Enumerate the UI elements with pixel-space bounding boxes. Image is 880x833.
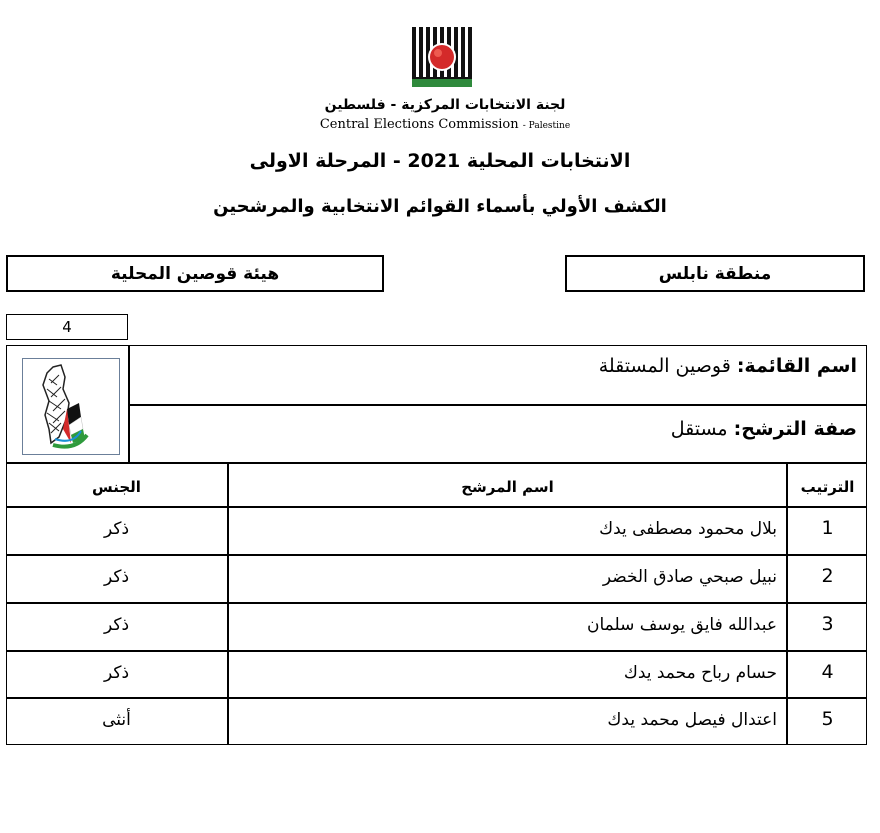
table-row-name: نبيل صبحي صادق الخضر: [602, 567, 777, 587]
table-row-gender: ذكر: [103, 519, 130, 539]
list-number-box: 4: [6, 314, 128, 340]
column-divider: [786, 462, 788, 745]
council-box: هيئة قوصين المحلية: [6, 255, 384, 292]
column-header-order: الترتيب: [800, 478, 855, 496]
table-row-name: عبدالله فايق يوسف سلمان: [587, 615, 777, 635]
page-subtitle: الكشف الأولي بأسماء القوائم الانتخابية والمرشحين: [213, 196, 667, 217]
table-row-gender: ذكر: [103, 567, 130, 587]
table-row-order: 2: [821, 565, 834, 587]
column-header-name: اسم المرشح: [461, 478, 554, 496]
table-row-gender: ذكر: [103, 663, 130, 683]
table-row-order: 1: [821, 517, 834, 539]
table-row-order: 5: [821, 708, 834, 730]
row-line: [6, 554, 867, 556]
table-row-order: 3: [821, 613, 834, 635]
page-title: الانتخابات المحلية 2021 - المرحلة الاولى: [249, 150, 631, 172]
table-row-name: حسام رباح محمد يدك: [623, 663, 777, 683]
row-line: [6, 697, 867, 699]
column-header-gender: الجنس: [92, 478, 141, 496]
candidacy-status: صفة الترشح: مستقل: [670, 418, 857, 440]
org-name-arabic: لجنة الانتخابات المركزية - فلسطين: [324, 97, 566, 113]
table-row-gender: ذكر: [103, 615, 130, 635]
table-row-gender: أنثى: [102, 710, 131, 730]
table-row-name: بلال محمود مصطفى يدك: [599, 519, 777, 539]
table-top-line: [6, 462, 867, 464]
table-row-order: 4: [821, 661, 834, 683]
column-divider: [227, 462, 229, 745]
list-info-divider: [128, 404, 867, 406]
table-row-name: اعتدال فيصل محمد يدك: [607, 710, 777, 730]
row-line: [6, 650, 867, 652]
table-header-line: [6, 506, 867, 508]
cec-logo-icon: [412, 27, 472, 87]
keffiyeh-map-emblem-icon: [22, 358, 120, 455]
list-name: اسم القائمة: قوصين المستقلة: [598, 355, 857, 377]
region-box: منطقة نابلس: [565, 255, 865, 292]
row-line: [6, 602, 867, 604]
org-name-english: Central Elections Commission - Palestine: [319, 117, 571, 132]
